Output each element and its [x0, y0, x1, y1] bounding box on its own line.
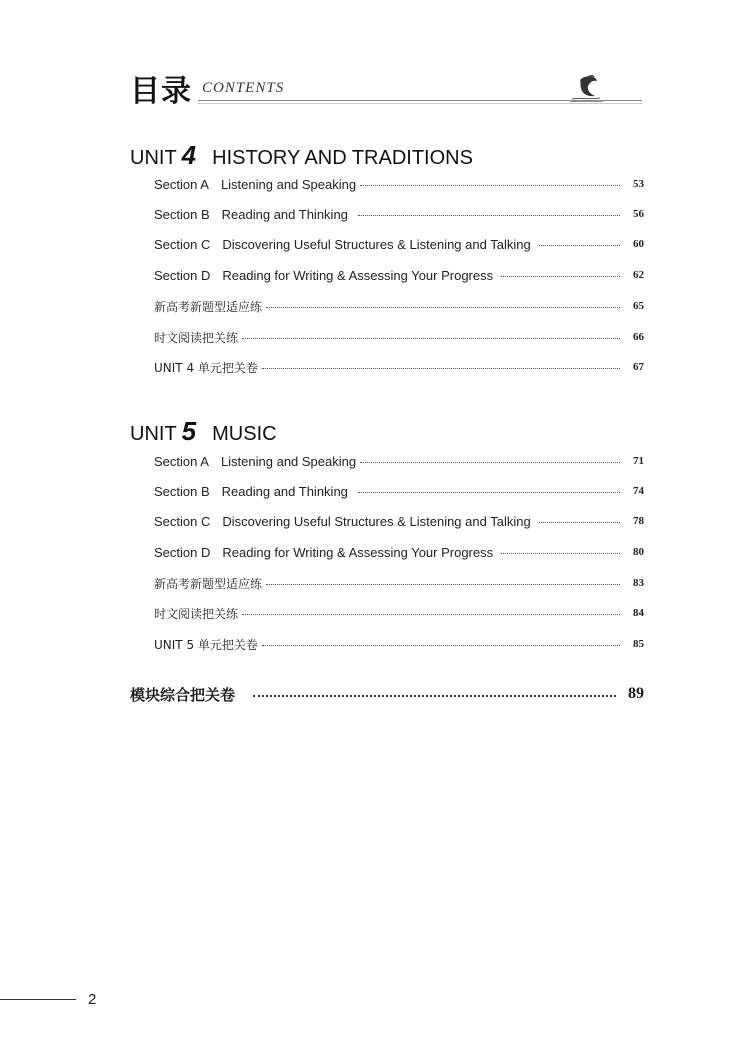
toc-entry[interactable] [154, 204, 644, 224]
page-subtitle: CONTENTS [202, 80, 285, 96]
page-number: 74 [633, 485, 644, 497]
entry-title: Discovering Useful Structures & Listening and Talking [222, 236, 531, 252]
entry-title: 时文阅读把关练 [154, 330, 239, 345]
unit-title: HISTORY AND TRADITIONS [212, 147, 473, 169]
unit-number: 5 [181, 416, 197, 446]
dot-leader [266, 299, 620, 308]
dot-leader [358, 207, 620, 216]
section-label: Section C [154, 236, 211, 252]
page-number: 84 [633, 607, 644, 619]
page-number: 71 [633, 455, 644, 467]
section-label: Section B [154, 483, 210, 499]
dot-leader [242, 330, 620, 339]
section-label: Section C [154, 513, 211, 529]
entry-title: UNIT 5 单元把关卷 [154, 637, 258, 652]
unit-prefix: UNIT [130, 423, 177, 445]
page-number: 78 [633, 515, 644, 527]
dot-leader [360, 177, 620, 186]
page-number: 53 [633, 178, 644, 190]
page-number: 89 [628, 685, 644, 702]
entry-title: Reading and Thinking [221, 206, 348, 222]
dot-leader [539, 514, 620, 523]
toc-entry[interactable] [154, 357, 644, 377]
section-label: Section A [154, 453, 209, 469]
unit-number: 4 [181, 140, 197, 170]
footer-page-number: 2 [88, 991, 97, 1008]
unit-heading [130, 416, 277, 447]
entry-title: 模块综合把关卷 [130, 685, 236, 704]
toc-entry[interactable] [154, 327, 644, 347]
section-label: Section D [154, 267, 211, 283]
section-label: Section B [154, 206, 210, 222]
page-number: 65 [633, 300, 644, 312]
entry-title: Reading for Writing & Assessing Your Progress [222, 544, 494, 560]
dot-leader [539, 237, 620, 246]
entry-title: 新高考新题型适应练 [154, 299, 263, 314]
fish-logo-icon [566, 72, 606, 106]
entry-title: Reading and Thinking [221, 483, 348, 499]
page-number: 67 [633, 361, 644, 373]
contents-header [130, 66, 642, 109]
entry-title: Listening and Speaking [220, 176, 357, 192]
dot-leader [360, 454, 620, 463]
page-number: 85 [633, 638, 644, 650]
entry-title: 新高考新题型适应练 [154, 576, 263, 591]
unit-heading [130, 140, 473, 171]
section-label: Section A [154, 176, 209, 192]
toc-entry[interactable] [154, 603, 644, 623]
toc-entry[interactable] [154, 634, 644, 654]
entry-title: Listening and Speaking [220, 453, 357, 469]
toc-entry[interactable] [154, 234, 644, 254]
page-number: 56 [633, 208, 644, 220]
page-number: 83 [633, 577, 644, 589]
page-number: 60 [633, 238, 644, 250]
entry-title: Reading for Writing & Assessing Your Progress [222, 267, 494, 283]
page-title: 目录 [130, 74, 192, 109]
unit-prefix: UNIT [130, 147, 177, 169]
toc-entry[interactable] [154, 542, 644, 562]
section-label: Section D [154, 544, 211, 560]
dot-leader [501, 545, 620, 554]
toc-entry[interactable] [154, 511, 644, 531]
toc-entry[interactable] [154, 265, 644, 285]
page-number: 80 [633, 546, 644, 558]
toc-entry[interactable] [154, 174, 644, 194]
page-number: 62 [633, 269, 644, 281]
entry-title: Discovering Useful Structures & Listening and Talking [222, 513, 531, 529]
dot-leader [262, 637, 620, 646]
entry-title: UNIT 4 单元把关卷 [154, 360, 258, 375]
toc-entry[interactable] [154, 573, 644, 593]
dot-leader [266, 576, 620, 585]
dot-leader [358, 484, 620, 493]
footer-divider [0, 999, 76, 1000]
unit-title: MUSIC [212, 423, 277, 445]
dot-leader [262, 360, 620, 369]
toc-entry[interactable] [154, 296, 644, 316]
dot-leader [501, 268, 620, 277]
toc-entry-final[interactable] [130, 683, 644, 705]
dot-leader [253, 687, 616, 697]
toc-entry[interactable] [154, 481, 644, 501]
page-number: 66 [633, 331, 644, 343]
dot-leader [242, 606, 620, 615]
toc-entry[interactable] [154, 451, 644, 471]
entry-title: 时文阅读把关练 [154, 606, 239, 621]
